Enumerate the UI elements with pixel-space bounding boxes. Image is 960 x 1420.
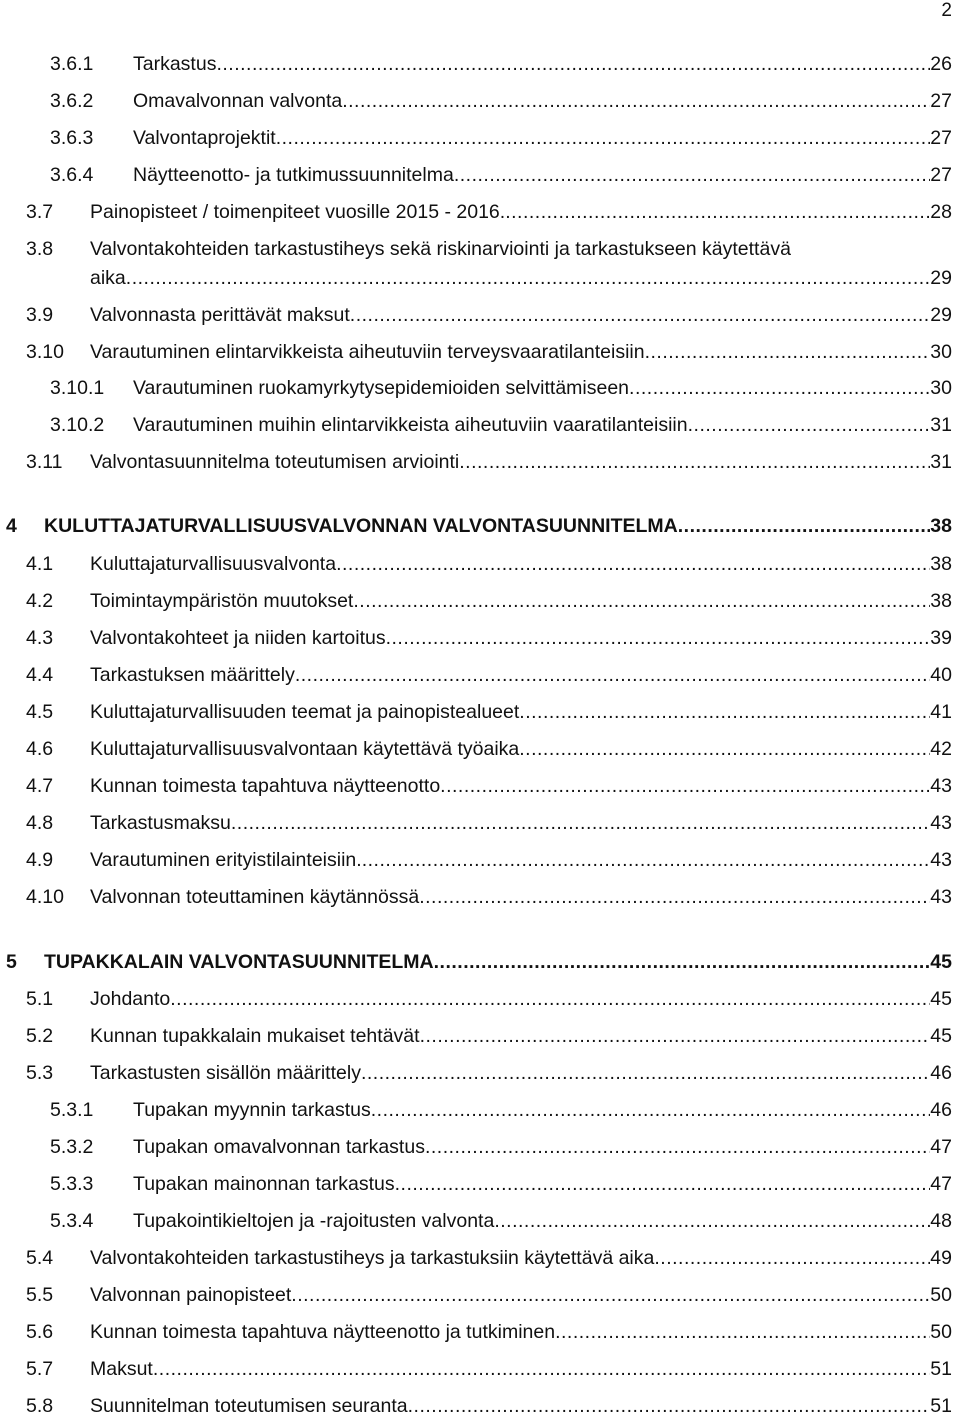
dot-leader — [126, 264, 931, 292]
toc-entry[interactable] — [26, 1244, 952, 1272]
dot-leader — [216, 50, 930, 78]
toc-entry[interactable] — [26, 809, 952, 837]
toc-entry-page: 26 — [930, 53, 952, 75]
toc-chapter-heading[interactable] — [6, 512, 952, 540]
page-number: 2 — [941, 0, 952, 21]
toc-entry-number: 3.7 — [26, 201, 54, 223]
toc-entry[interactable] — [26, 301, 952, 329]
toc-entry-number: 4.7 — [26, 775, 54, 797]
dot-leader — [276, 124, 931, 152]
toc-entry-number: 4.1 — [26, 553, 54, 575]
toc-entry-number: 5.3.4 — [50, 1210, 94, 1232]
toc-entry-page: 38 — [930, 553, 952, 575]
toc-entry-page: 27 — [930, 90, 952, 112]
dot-leader — [362, 846, 931, 874]
toc-entry[interactable] — [50, 1133, 952, 1161]
dot-leader — [555, 1318, 930, 1346]
toc-entry[interactable] — [50, 87, 952, 115]
toc-entry[interactable] — [26, 735, 952, 763]
toc-entry-page: 31 — [930, 451, 952, 473]
dot-leader — [459, 448, 930, 476]
toc-entry-title: Kuluttajaturvallisuusvalvonta — [90, 553, 337, 575]
toc-entry-page: 31 — [930, 414, 952, 436]
toc-entry-page: 51 — [930, 1358, 952, 1380]
toc-entry[interactable] — [26, 1318, 952, 1346]
toc-entry-number: 5.2 — [26, 1025, 54, 1047]
toc-entry-title: Valvontakohteiden tarkastustiheys ja tarkastuksiin käytettävä aika — [90, 1247, 655, 1269]
dot-leader — [408, 1392, 931, 1420]
dot-leader — [434, 948, 931, 976]
toc-entry-page: 50 — [930, 1284, 952, 1306]
dot-leader — [425, 1133, 930, 1161]
toc-entry-title: Johdanto — [90, 988, 171, 1010]
toc-entry-title: Varautuminen muihin elintarvikkeista aiheutuviin vaaratilanteisiin — [133, 414, 688, 436]
toc-entry-page: 38 — [930, 515, 952, 537]
toc-entry-title: Valvonnasta perittävät maksut — [90, 304, 350, 326]
dot-leader — [353, 587, 930, 615]
toc-entry[interactable] — [26, 1022, 952, 1050]
toc-entry-title: Suunnitelman toteutumisen seuranta — [90, 1395, 408, 1417]
toc-entry-title: Varautuminen ruokamyrkytysepidemioiden selvittämiseen — [133, 377, 630, 399]
toc-entry-number: 5.3.2 — [50, 1136, 94, 1158]
toc-entry-number: 5.8 — [26, 1395, 54, 1417]
toc-entry-page: 42 — [930, 738, 952, 760]
toc-entry-title: Tarkastusmaksu — [90, 812, 231, 834]
toc-entry-title: aika — [90, 267, 126, 289]
toc-entry-number: 5.7 — [26, 1358, 54, 1380]
dot-leader — [386, 624, 931, 652]
toc-entry-title: Omavalvonnan valvonta — [133, 90, 343, 112]
toc-entry-title: Tupakan mainonnan tarkastus — [133, 1173, 395, 1195]
toc-entry-title: Kunnan toimesta tapahtuva näytteenotto — [90, 775, 441, 797]
toc-entry[interactable] — [26, 338, 952, 366]
toc-entry-title-line1: Valvontakohteiden tarkastustiheys sekä riskinarviointi ja tarkastukseen käytettävä — [90, 238, 791, 260]
toc-entry-number: 3.10.1 — [50, 377, 105, 399]
toc-entry[interactable] — [26, 772, 952, 800]
toc-entry-title: Tarkastuksen määrittely — [90, 664, 295, 686]
toc-entry[interactable] — [26, 846, 952, 874]
toc-entry[interactable] — [26, 198, 952, 226]
dot-leader — [519, 735, 930, 763]
toc-entry-page: 27 — [930, 164, 952, 186]
dot-leader — [291, 1281, 930, 1309]
dot-leader — [350, 301, 931, 329]
dot-leader — [295, 661, 930, 689]
dot-leader — [153, 1355, 930, 1383]
toc-entry[interactable] — [26, 264, 952, 292]
toc-entry-number: 4.5 — [26, 701, 54, 723]
toc-entry-title: Painopisteet / toimenpiteet vuosille 2015 - 2016. — [90, 201, 506, 223]
toc-entry-title: Valvonnan toteuttaminen käytännössä — [90, 886, 420, 908]
toc-entry-title: Tupakan omavalvonnan tarkastus — [133, 1136, 425, 1158]
toc-entry-page: 50 — [930, 1321, 952, 1343]
toc-entry-title: Varautuminen elintarvikkeista aiheutuviin terveysvaaratilanteisiin — [90, 341, 645, 363]
toc-entry-title: Tupakan myynnin tarkastus — [133, 1099, 371, 1121]
toc-entry-page: 30 — [930, 377, 952, 399]
dot-leader — [395, 1170, 931, 1198]
toc-entry[interactable] — [26, 1281, 952, 1309]
toc-entry-page: 38 — [930, 590, 952, 612]
toc-entry-title: Valvontaprojektit — [133, 127, 276, 149]
toc-entry-page: 40 — [930, 664, 952, 686]
toc-entry-page: 48 — [930, 1210, 952, 1232]
toc-entry-page: 28 — [930, 201, 952, 223]
toc-entry-page: 27 — [930, 127, 952, 149]
toc-entry-number: 3.10 — [26, 341, 64, 363]
toc-entry-number: 3.9 — [26, 304, 54, 326]
toc-entry-number: 4.4 — [26, 664, 54, 686]
toc-entry-number: 5.1 — [26, 988, 54, 1010]
dot-leader — [454, 161, 930, 189]
toc-entry-number: 5.3.1 — [50, 1099, 94, 1121]
toc-entry[interactable] — [50, 411, 952, 439]
dot-leader — [494, 1207, 930, 1235]
dot-leader — [231, 809, 930, 837]
toc-entry-title: KULUTTAJATURVALLISUUSVALVONNAN VALVONTASUUNNITELMA — [44, 515, 678, 537]
toc-entry-page: 45 — [930, 951, 952, 973]
toc-entry-page: 47 — [930, 1136, 952, 1158]
toc-entry-page: 45 — [930, 988, 952, 1010]
dot-leader — [629, 374, 930, 402]
dot-leader — [419, 883, 930, 911]
toc-entry-title: Valvontasuunnitelma toteutumisen arviointi — [90, 451, 460, 473]
toc-entry-number: 4.6 — [26, 738, 54, 760]
toc-entry[interactable] — [50, 124, 952, 152]
toc-entry-title: TUPAKKALAIN VALVONTASUUNNITELMA — [44, 951, 434, 973]
dot-leader — [342, 87, 930, 115]
toc-entry-page: 49 — [930, 1247, 952, 1269]
toc-entry-title: Maksut — [90, 1358, 153, 1380]
toc-entry-title: Tupakointikieltojen ja -rajoitusten valvonta — [133, 1210, 495, 1232]
toc-entry[interactable] — [50, 161, 952, 189]
dot-leader — [678, 512, 931, 540]
toc-entry-page: 51 — [930, 1395, 952, 1417]
dot-leader — [440, 772, 930, 800]
toc-entry[interactable] — [26, 985, 952, 1013]
toc-entry-number: 4 — [6, 515, 17, 537]
toc-entry-number: 5.6 — [26, 1321, 54, 1343]
toc-entry[interactable] — [26, 550, 952, 578]
toc-entry-number: 5.3 — [26, 1062, 54, 1084]
toc-entry[interactable] — [26, 448, 952, 476]
toc-entry-title: Kuluttajaturvallisuuden teemat ja painopistealueet — [90, 701, 520, 723]
dot-leader — [420, 1022, 931, 1050]
toc-entry-number: 3.6.1 — [50, 53, 94, 75]
toc-entry-page: 29 — [930, 304, 952, 326]
toc-entry-title: Näytteenotto- ja tutkimussuunnitelma — [133, 164, 454, 186]
toc-entry-page: 46 — [930, 1099, 952, 1121]
toc-entry-page: 43 — [930, 849, 952, 871]
dot-leader — [371, 1096, 931, 1124]
toc-entry-number: 3.6.4 — [50, 164, 94, 186]
toc-entry[interactable] — [26, 883, 952, 911]
toc-entry-page: 41 — [930, 701, 952, 723]
toc-entry-number: 4.9 — [26, 849, 54, 871]
toc-entry[interactable] — [50, 1170, 952, 1198]
toc-entry-title: Tarkastusten sisällön määrittely — [90, 1062, 361, 1084]
toc-entry-number: 4.8 — [26, 812, 54, 834]
toc-entry[interactable] — [26, 624, 952, 652]
toc-entry-page: 46 — [930, 1062, 952, 1084]
toc-entry-page: 43 — [930, 775, 952, 797]
dot-leader — [361, 1059, 930, 1087]
toc-entry-title: Kuluttajaturvallisuusvalvontaan käytettävä työaika — [90, 738, 520, 760]
dot-leader — [519, 698, 930, 726]
toc-entry-number: 3.10.2 — [50, 414, 105, 436]
toc-entry-page: 47 — [930, 1173, 952, 1195]
toc-entry-number: 3.6.3 — [50, 127, 94, 149]
toc-entry[interactable] — [26, 1059, 952, 1087]
toc-entry-title: Varautuminen erityistilainteisiin. — [90, 849, 362, 871]
toc-entry[interactable] — [26, 587, 952, 615]
dot-leader — [654, 1244, 930, 1272]
toc-entry[interactable] — [26, 698, 952, 726]
toc-entry-number: 3.11 — [26, 451, 63, 473]
toc-entry-number: 3.8 — [26, 238, 54, 260]
toc-entry-title: Kunnan toimesta tapahtuva näytteenotto ja tutkiminen — [90, 1321, 556, 1343]
toc-entry-number: 4.10 — [26, 886, 64, 908]
toc-entry-title: Toimintaympäristön muutokset — [90, 590, 354, 612]
toc-entry-title: Valvontakohteet ja niiden kartoitus — [90, 627, 386, 649]
toc-entry-page: 29 — [930, 267, 952, 289]
dot-leader — [170, 985, 930, 1013]
dot-leader — [645, 338, 931, 366]
toc-chapter-heading[interactable] — [6, 948, 952, 976]
toc-entry-number: 5.4 — [26, 1247, 54, 1269]
toc-entry-title: Kunnan tupakkalain mukaiset tehtävät — [90, 1025, 420, 1047]
toc-entry[interactable] — [26, 661, 952, 689]
toc-entry-page: 43 — [930, 886, 952, 908]
toc-entry[interactable] — [26, 1392, 952, 1420]
toc-entry-page: 45 — [930, 1025, 952, 1047]
toc-entry-number: 5.5 — [26, 1284, 54, 1306]
dot-leader — [505, 198, 930, 226]
toc-entry-number: 3.6.2 — [50, 90, 94, 112]
toc-entry-number: 4.2 — [26, 590, 54, 612]
toc-entry-number: 5 — [6, 951, 17, 973]
dot-leader — [336, 550, 930, 578]
toc-entry[interactable] — [50, 374, 952, 402]
toc-entry-first-line[interactable] — [26, 235, 952, 263]
toc-entry-page: 43 — [930, 812, 952, 834]
toc-entry[interactable] — [50, 1207, 952, 1235]
toc-entry-number: 4.3 — [26, 627, 54, 649]
toc-entry-number: 5.3.3 — [50, 1173, 94, 1195]
toc-entry[interactable] — [26, 1355, 952, 1383]
dot-leader — [688, 411, 931, 439]
toc-entry-title: Valvonnan painopisteet — [90, 1284, 292, 1306]
toc-entry-page: 30 — [930, 341, 952, 363]
toc-entry[interactable] — [50, 50, 952, 78]
toc-entry-page: 39 — [930, 627, 952, 649]
toc-entry-title: Tarkastus — [133, 53, 217, 75]
toc-entry[interactable] — [50, 1096, 952, 1124]
